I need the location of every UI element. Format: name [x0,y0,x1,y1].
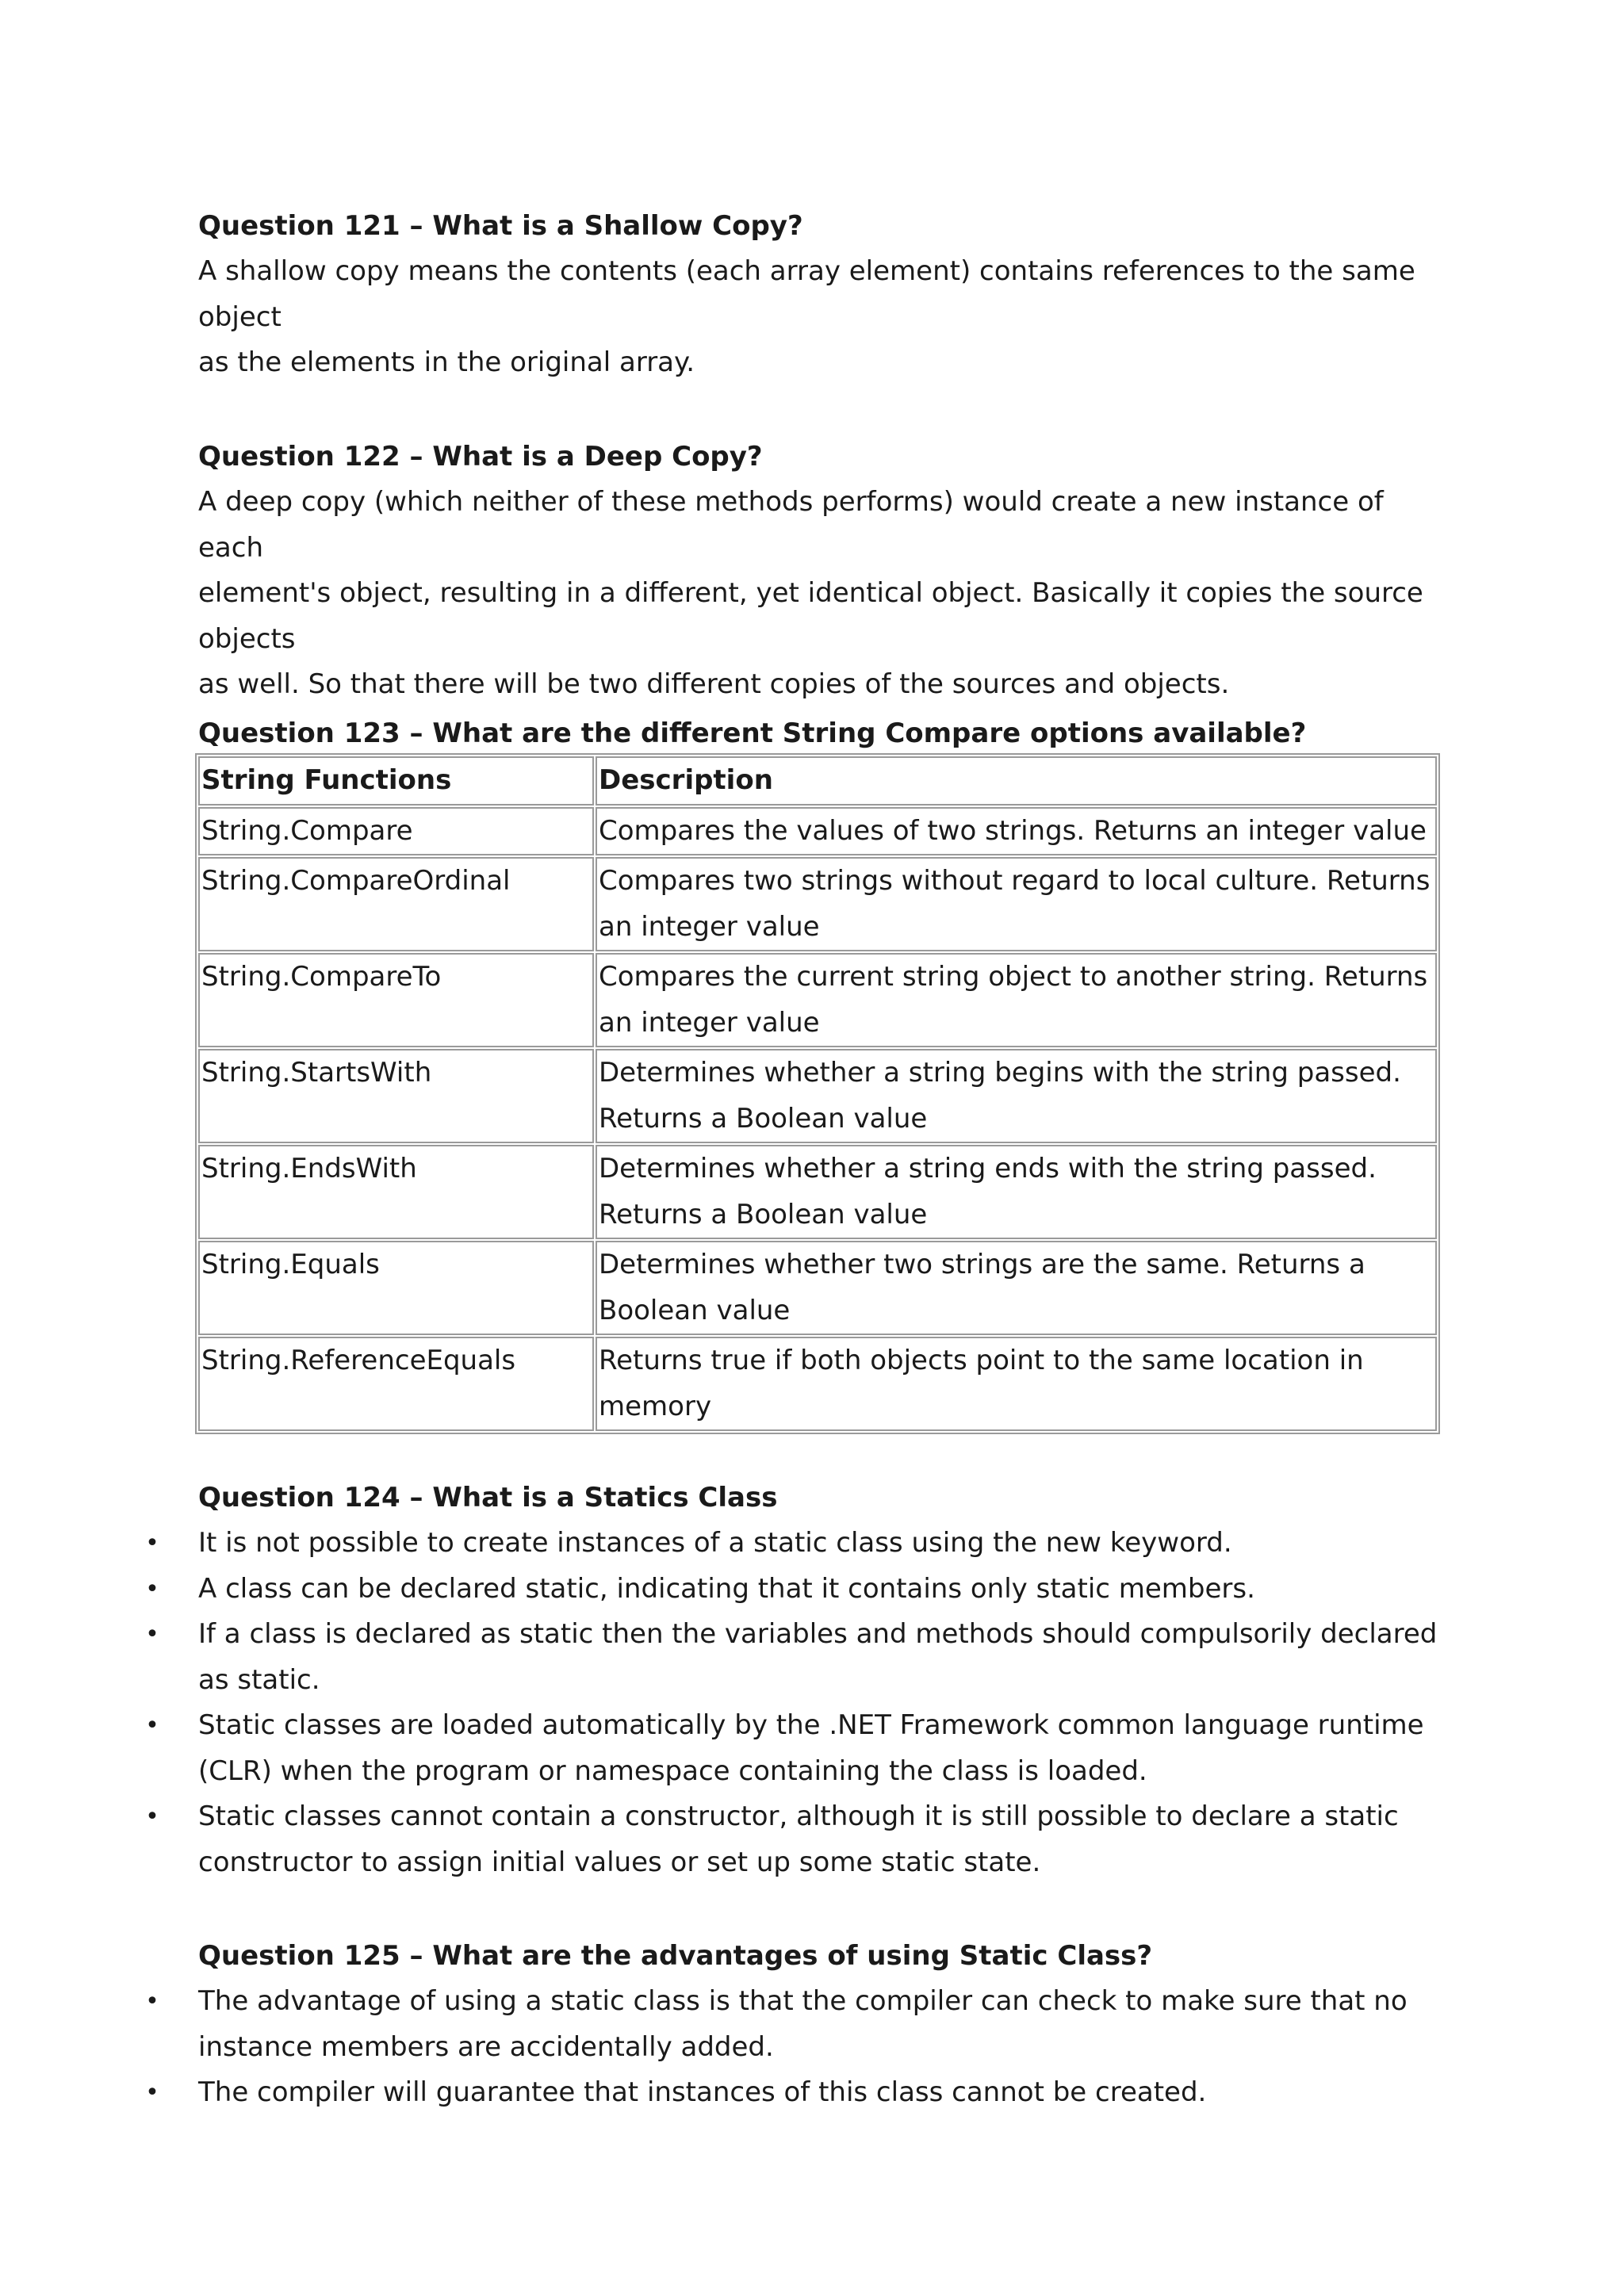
table-header-row [198,756,1437,806]
list-item: • Static classes cannot contain a constructor, although it is still possible to declare a static constructor to assign initial values or set up some static state. [198,1794,1443,1885]
function-cell: String.Compare [198,807,594,856]
question-122-answer [198,480,1435,708]
column-header-functions: String Functions [198,756,594,806]
answer-line: as well. So that there will be two different copies of the sources and objects. [198,668,1230,700]
list-item: • If a class is declared as static then the variables and methods should compulsorily declared as static. [198,1612,1443,1703]
question-125-bullet-list [145,1979,1443,2116]
description-cell: Compares the values of two strings. Returns an integer value [596,807,1437,856]
description-cell: Determines whether two strings are the same. Returns a Boolean value [596,1241,1437,1335]
question-125-heading: Question 125 – What are the advantages of using Static Class? [198,1940,1153,1972]
table-row [198,807,1437,856]
list-item: • Static classes are loaded automatically by the .NET Framework common language runtime (CLR) when the program or namespace containing the class is loaded. [198,1703,1443,1794]
bullet-icon: • [145,1575,159,1603]
answer-line: A deep copy (which neither of these methods performs) would create a new instance of each [198,486,1384,564]
answer-line: A shallow copy means the contents (each array element) contains references to the same object [198,255,1415,333]
list-item: • A class can be declared static, indicating that it contains only static members. [198,1567,1443,1613]
question-124-bullet-list [145,1521,1443,1885]
function-cell: String.EndsWith [198,1145,594,1239]
list-item: • The compiler will guarantee that instances of this class cannot be created. [198,2070,1443,2116]
bullet-icon: • [145,2079,159,2107]
list-item: • It is not possible to create instances of a static class using the new keyword. [198,1521,1443,1567]
answer-line: element's object, resulting in a different, yet identical object. Basically it copies the source objects [198,577,1423,655]
description-cell: Returns true if both objects point to the same location in memory [596,1337,1437,1431]
table-row [198,1145,1437,1239]
column-header-description: Description [596,756,1437,806]
function-cell: String.StartsWith [198,1049,594,1143]
table-row [198,953,1437,1047]
description-cell: Determines whether a string begins with the string passed. Returns a Boolean value [596,1049,1437,1143]
description-cell: Compares two strings without regard to local culture. Returns an integer value [596,857,1437,951]
question-122-heading: Question 122 – What is a Deep Copy? [198,441,763,473]
function-cell: String.ReferenceEquals [198,1337,594,1431]
function-cell: String.Equals [198,1241,594,1335]
question-121-answer [198,249,1435,386]
bullet-icon: • [145,1988,159,2015]
bullet-icon: • [145,1621,159,1648]
function-cell: String.CompareTo [198,953,594,1047]
description-cell: Compares the current string object to another string. Returns an integer value [596,953,1437,1047]
table-row [198,1049,1437,1143]
description-cell: Determines whether a string ends with the string passed. Returns a Boolean value [596,1145,1437,1239]
table-row [198,1241,1437,1335]
bullet-icon: • [145,1529,159,1557]
list-item: • The advantage of using a static class is that the compiler can check to make sure that no instance members are accidentally added. [198,1979,1443,2070]
table-row [198,1337,1437,1431]
question-124-heading: Question 124 – What is a Statics Class [198,1482,778,1513]
question-123-heading: Question 123 – What are the different String Compare options available? [198,718,1307,749]
bullet-icon: • [145,1803,159,1831]
function-cell: String.CompareOrdinal [198,857,594,951]
question-121-heading: Question 121 – What is a Shallow Copy? [198,210,803,242]
string-compare-table [195,753,1440,1434]
table-row [198,857,1437,951]
answer-line: as the elements in the original array. [198,346,695,378]
bullet-icon: • [145,1712,159,1739]
